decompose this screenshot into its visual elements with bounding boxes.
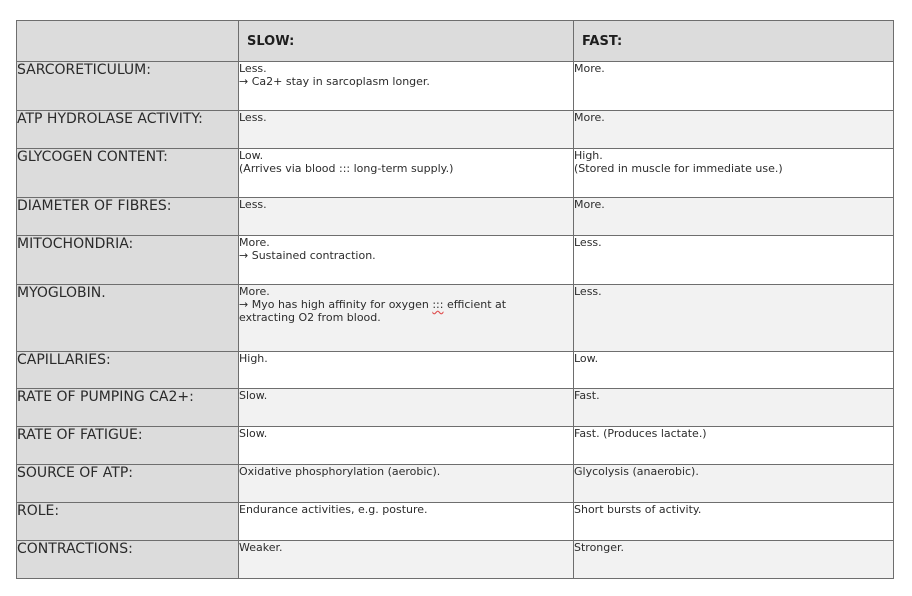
fast-value: Stronger.	[574, 541, 625, 554]
fast-cell	[574, 427, 894, 465]
row-label: SARCORETICULUM:	[17, 62, 239, 111]
slow-cell	[239, 541, 574, 579]
fast-cell	[574, 111, 894, 149]
slow-value: Endurance activities, e.g. posture.	[239, 503, 428, 516]
slow-note: (Arrives via blood ::: long-term supply.)	[239, 162, 454, 175]
fast-cell	[574, 503, 894, 541]
slow-value: Weaker.	[239, 541, 283, 554]
slow-note-part: efficient at	[443, 298, 507, 311]
row-label: CONTRACTIONS:	[17, 541, 239, 579]
table-row	[17, 541, 894, 579]
slow-note: → Ca2+ stay in sarcoplasm longer.	[239, 75, 430, 88]
table-row	[17, 198, 894, 236]
header-row	[17, 21, 894, 62]
fast-cell	[574, 198, 894, 236]
row-label: RATE OF PUMPING CA2+:	[17, 389, 239, 427]
fast-cell	[574, 389, 894, 427]
slow-cell	[239, 465, 574, 503]
row-label: MYOGLOBIN.	[17, 285, 239, 352]
fast-cell	[574, 541, 894, 579]
slow-cell	[239, 352, 574, 389]
slow-value: High.	[239, 352, 268, 365]
slow-note: → Sustained contraction.	[239, 249, 376, 262]
table-row	[17, 62, 894, 111]
slow-cell	[239, 149, 574, 198]
row-label: ATP HYDROLASE ACTIVITY:	[17, 111, 239, 149]
fast-value: Fast. (Produces lactate.)	[574, 427, 707, 440]
slow-cell	[239, 389, 574, 427]
fast-cell	[574, 352, 894, 389]
table-row	[17, 465, 894, 503]
slow-value: Less.	[239, 111, 267, 124]
fast-value: Short bursts of activity.	[574, 503, 702, 516]
table-row	[17, 389, 894, 427]
table-row	[17, 111, 894, 149]
table-row	[17, 149, 894, 198]
row-label: RATE OF FATIGUE:	[17, 427, 239, 465]
fast-cell	[574, 285, 894, 352]
row-label: MITOCHONDRIA:	[17, 236, 239, 285]
row-label: SOURCE OF ATP:	[17, 465, 239, 503]
header-slow: SLOW:	[247, 34, 295, 49]
slow-note	[239, 298, 573, 311]
table-row	[17, 503, 894, 541]
fast-note: (Stored in muscle for immediate use.)	[574, 162, 783, 175]
therefore-symbol: :::	[432, 298, 444, 311]
fast-value: More.	[574, 111, 605, 124]
fast-value: More.	[574, 62, 605, 75]
slow-cell	[239, 62, 574, 111]
fast-value: Glycolysis (anaerobic).	[574, 465, 699, 478]
fast-value: Fast.	[574, 389, 600, 402]
fast-value: More.	[574, 198, 605, 211]
fast-cell	[574, 465, 894, 503]
slow-value: Less.	[239, 62, 267, 75]
fast-value: Less.	[574, 236, 602, 249]
header-fast-cell	[574, 21, 894, 62]
table-row	[17, 236, 894, 285]
slow-value: More.	[239, 236, 270, 249]
slow-value: Slow.	[239, 427, 268, 440]
slow-cell	[239, 427, 574, 465]
row-label: ROLE:	[17, 503, 239, 541]
fast-value: High.	[574, 149, 603, 162]
slow-value: Less.	[239, 198, 267, 211]
fast-value: Less.	[574, 285, 602, 298]
fast-cell	[574, 149, 894, 198]
table-row	[17, 427, 894, 465]
fast-cell	[574, 236, 894, 285]
row-label: CAPILLARIES:	[17, 352, 239, 389]
slow-note-continued: extracting O2 from blood.	[239, 311, 381, 324]
slow-cell	[239, 503, 574, 541]
slow-cell	[239, 236, 574, 285]
slow-cell	[239, 111, 574, 149]
slow-value: Slow.	[239, 389, 268, 402]
slow-cell	[239, 198, 574, 236]
fast-cell	[574, 62, 894, 111]
fast-value: Low.	[574, 352, 599, 365]
header-blank-cell	[17, 21, 239, 62]
slow-note-part: → Myo has high affinity for oxygen	[239, 298, 433, 311]
header-slow-cell	[239, 21, 574, 62]
slow-value: Oxidative phosphorylation (aerobic).	[239, 465, 441, 478]
table-row	[17, 352, 894, 389]
comparison-table	[16, 20, 894, 579]
row-label: GLYCOGEN CONTENT:	[17, 149, 239, 198]
table-row	[17, 285, 894, 352]
header-fast: FAST:	[582, 34, 623, 49]
slow-value: Low.	[239, 149, 264, 162]
slow-cell	[239, 285, 574, 352]
slow-value: More.	[239, 285, 270, 298]
row-label: DIAMETER OF FIBRES:	[17, 198, 239, 236]
